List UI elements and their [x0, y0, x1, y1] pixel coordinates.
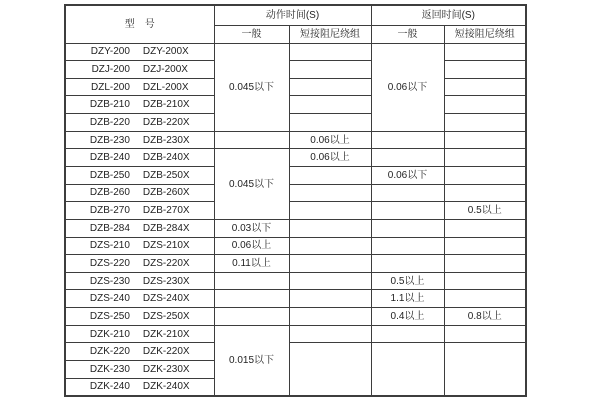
model-cell — [65, 96, 214, 114]
table-row — [65, 96, 526, 114]
value-cell — [289, 43, 371, 61]
value-cell: 0.06以上 — [289, 131, 371, 149]
value-cell — [371, 343, 444, 396]
model-name: DZY-200 — [90, 46, 130, 58]
value-cell — [444, 219, 526, 237]
model-cell — [65, 378, 214, 396]
value-cell — [214, 290, 289, 308]
table-row — [65, 308, 526, 326]
table-row — [65, 202, 526, 220]
header-return-damped-winding: 短接阻尼绕组 — [444, 25, 526, 43]
model-name: DZS-230 — [89, 275, 130, 287]
table-body — [65, 43, 526, 396]
model-cell — [65, 272, 214, 290]
value-cell: 0.015以下 — [214, 325, 289, 396]
table-row — [65, 325, 526, 343]
value-cell — [214, 308, 289, 326]
model-cell — [65, 202, 214, 220]
value-cell — [289, 184, 371, 202]
value-cell — [371, 202, 444, 220]
value-cell: 0.045以下 — [214, 149, 289, 220]
model-name: DZK-220 — [89, 346, 130, 358]
model-cell — [65, 308, 214, 326]
value-cell — [289, 255, 371, 273]
value-cell — [444, 184, 526, 202]
value-cell — [371, 219, 444, 237]
table-row — [65, 219, 526, 237]
model-cell — [65, 290, 214, 308]
value-cell: 0.045以下 — [214, 43, 289, 131]
model-name: DZK-230 — [89, 363, 130, 375]
model-name: DZB-270 — [89, 205, 130, 217]
value-cell: 0.06以上 — [289, 149, 371, 167]
value-cell: 0.06以上 — [214, 237, 289, 255]
table-row — [65, 131, 526, 149]
model-cell — [65, 166, 214, 184]
value-cell — [444, 343, 526, 396]
model-cell — [65, 219, 214, 237]
model-name-x-variant: DZB-230X — [142, 134, 190, 146]
model-cell — [65, 149, 214, 167]
header-action-general: 一般 — [214, 25, 289, 43]
value-cell: 0.11以上 — [214, 255, 289, 273]
model-cell — [65, 78, 214, 96]
header-model: 型 号 — [65, 5, 214, 43]
model-name: DZB-260 — [89, 187, 130, 199]
value-cell — [289, 202, 371, 220]
table-row — [65, 272, 526, 290]
table-row — [65, 114, 526, 132]
model-name-x-variant: DZB-240X — [142, 152, 190, 164]
model-cell — [65, 61, 214, 79]
value-cell: 0.06以下 — [371, 43, 444, 131]
value-cell: 1.1以上 — [371, 290, 444, 308]
model-name: DZS-210 — [89, 240, 130, 252]
table-row — [65, 237, 526, 255]
value-cell — [444, 61, 526, 79]
model-cell — [65, 114, 214, 132]
model-name-x-variant: DZK-230X — [142, 363, 190, 375]
value-cell — [444, 272, 526, 290]
value-cell — [444, 290, 526, 308]
model-name: DZB-284 — [89, 222, 130, 234]
value-cell — [214, 131, 289, 149]
model-name: DZB-230 — [89, 134, 130, 146]
model-name: DZK-210 — [89, 328, 130, 340]
value-cell — [289, 237, 371, 255]
value-cell — [371, 184, 444, 202]
value-cell — [444, 255, 526, 273]
value-cell — [289, 219, 371, 237]
value-cell: 0.03以下 — [214, 219, 289, 237]
value-cell — [289, 114, 371, 132]
model-name-x-variant: DZB-260X — [142, 187, 190, 199]
model-name-x-variant: DZS-210X — [142, 240, 190, 252]
model-name-x-variant: DZB-210X — [142, 99, 190, 111]
model-name-x-variant: DZS-230X — [142, 275, 190, 287]
model-name-x-variant: DZY-200X — [142, 46, 189, 58]
table-row — [65, 78, 526, 96]
model-name-x-variant: DZS-220X — [142, 258, 190, 269]
model-name-x-variant: DZB-220X — [142, 116, 190, 128]
header-group-row — [65, 5, 526, 25]
model-name: DZS-220 — [89, 258, 130, 269]
value-cell — [444, 237, 526, 255]
value-cell — [444, 43, 526, 61]
model-name: DZB-240 — [89, 152, 130, 164]
relay-timing-table-container — [64, 4, 527, 397]
value-cell: 0.06以下 — [371, 166, 444, 184]
model-name-x-variant: DZB-270X — [142, 205, 190, 217]
value-cell — [371, 237, 444, 255]
table-row — [65, 166, 526, 184]
model-cell — [65, 255, 214, 273]
model-name-x-variant: DZK-240X — [142, 381, 190, 393]
value-cell — [371, 255, 444, 273]
value-cell — [289, 290, 371, 308]
model-name-x-variant: DZK-220X — [142, 346, 190, 358]
model-name: DZK-240 — [89, 381, 130, 393]
value-cell — [289, 166, 371, 184]
table-row — [65, 149, 526, 167]
table-header — [65, 5, 526, 43]
model-cell — [65, 325, 214, 343]
header-action-damped-winding: 短接阻尼绕组 — [289, 25, 371, 43]
model-cell — [65, 237, 214, 255]
value-cell — [289, 343, 371, 396]
value-cell — [444, 149, 526, 167]
model-name: DZB-250 — [89, 169, 130, 181]
relay-timing-table — [64, 4, 527, 397]
value-cell — [289, 308, 371, 326]
model-cell — [65, 131, 214, 149]
table-row — [65, 61, 526, 79]
value-cell — [289, 325, 371, 343]
value-cell: 0.8以上 — [444, 308, 526, 326]
value-cell — [289, 61, 371, 79]
value-cell — [444, 78, 526, 96]
table-row — [65, 343, 526, 361]
header-return-time: 返回时间(S) — [371, 5, 526, 25]
model-name-x-variant: DZK-210X — [142, 328, 190, 340]
model-cell — [65, 343, 214, 361]
value-cell — [289, 272, 371, 290]
model-cell — [65, 184, 214, 202]
value-cell — [214, 272, 289, 290]
value-cell — [371, 325, 444, 343]
value-cell — [289, 78, 371, 96]
table-row — [65, 184, 526, 202]
model-name-x-variant: DZB-250X — [142, 169, 190, 181]
model-name: DZB-210 — [89, 99, 130, 111]
model-name: DZB-220 — [89, 116, 130, 128]
value-cell: 0.4以上 — [371, 308, 444, 326]
model-name: DZS-250 — [89, 310, 130, 322]
table-row — [65, 43, 526, 61]
value-cell — [444, 325, 526, 343]
value-cell — [371, 149, 444, 167]
value-cell: 0.5以上 — [371, 272, 444, 290]
model-name: DZJ-200 — [91, 63, 130, 75]
table-row — [65, 255, 526, 273]
model-name-x-variant: DZB-284X — [142, 222, 190, 234]
header-action-time: 动作时间(S) — [214, 5, 371, 25]
value-cell — [444, 96, 526, 114]
value-cell — [444, 166, 526, 184]
value-cell — [371, 131, 444, 149]
header-return-general: 一般 — [371, 25, 444, 43]
model-cell — [65, 361, 214, 379]
model-name: DZL-200 — [91, 81, 130, 93]
model-name-x-variant: DZJ-200X — [142, 63, 188, 75]
model-name: DZS-240 — [89, 293, 130, 305]
value-cell — [289, 96, 371, 114]
model-cell — [65, 43, 214, 61]
value-cell: 0.5以上 — [444, 202, 526, 220]
model-name-x-variant: DZS-240X — [142, 293, 190, 305]
model-name-x-variant: DZL-200X — [142, 81, 189, 93]
table-row — [65, 290, 526, 308]
model-name-x-variant: DZS-250X — [142, 310, 190, 322]
value-cell — [444, 131, 526, 149]
value-cell — [444, 114, 526, 132]
